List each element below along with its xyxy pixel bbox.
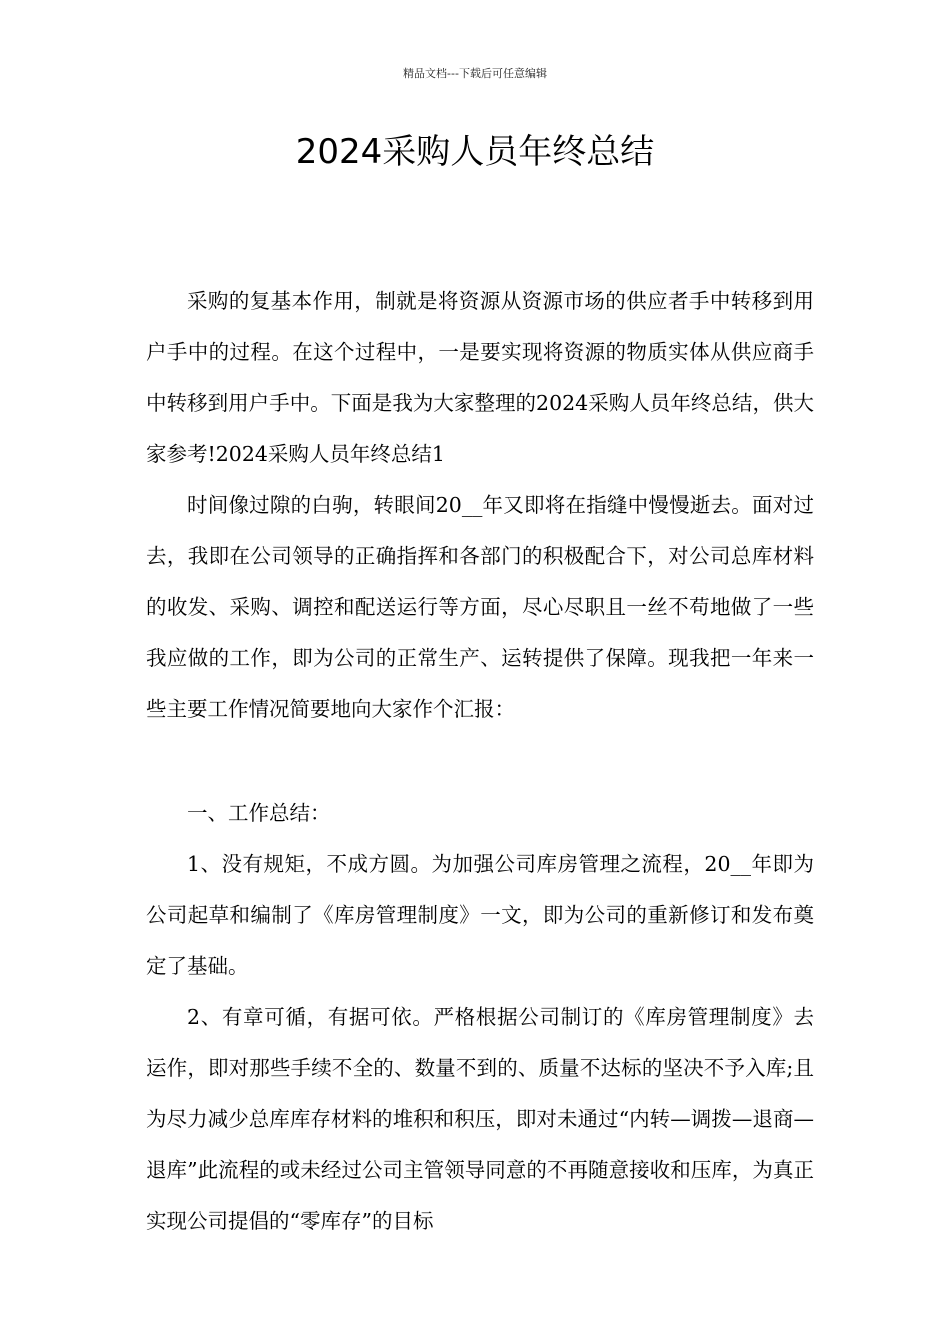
paragraph-intro: 采购的复基本作用，制就是将资源从资源市场的供应者手中转移到用户手中的过程。在这个过程中，一是要实现将资源的物质实体从供应商手中转移到用户手中。下面是我为大家整理的2024采购人员年终总结，供大家参考!2024采购人员年终总结1 bbox=[146, 289, 814, 466]
paragraph-item-2: 2、有章可循，有据可依。严格根据公司制订的《库房管理制度》去运作，即对那些手续不全的、数量不到的、质量不达标的坚决不予入库;且为尽力减少总库库存材料的堆积和积压，即对未通过“内转—调拨—退商—退库”此流程的或未经过公司主管领导同意的不再随意接收和压库，为真正实现公司提倡的“零库存”的目标 bbox=[146, 1005, 814, 1233]
document-title: 2024采购人员年终总结 bbox=[295, 132, 655, 172]
section-heading-work-summary: 一、工作总结： bbox=[187, 801, 331, 825]
paragraph-item-1: 1、没有规矩，不成方圆。为加强公司库房管理之流程，20__年即为公司起草和编制了《库房管理制度》一文，即为公司的重新修订和发布奠定了基础。 bbox=[146, 852, 814, 978]
header-note: 精品文档---下载后可任意编辑 bbox=[403, 67, 547, 80]
paragraph-opening: 时间像过隙的白驹，转眼间20__年又即将在指缝中慢慢逝去。面对过去，我即在公司领导的正确指挥和各部门的积极配合下，对公司总库材料的收发、采购、调控和配送运行等方面，尽心尽职且一丝不苟地做了一些我应做的工作，即为公司的正常生产、运转提供了保障。现我把一年来一些主要工作情况简要地向大家作个汇报： bbox=[146, 493, 814, 721]
paragraph-spacer bbox=[146, 735, 814, 788]
document-body bbox=[146, 276, 814, 1247]
